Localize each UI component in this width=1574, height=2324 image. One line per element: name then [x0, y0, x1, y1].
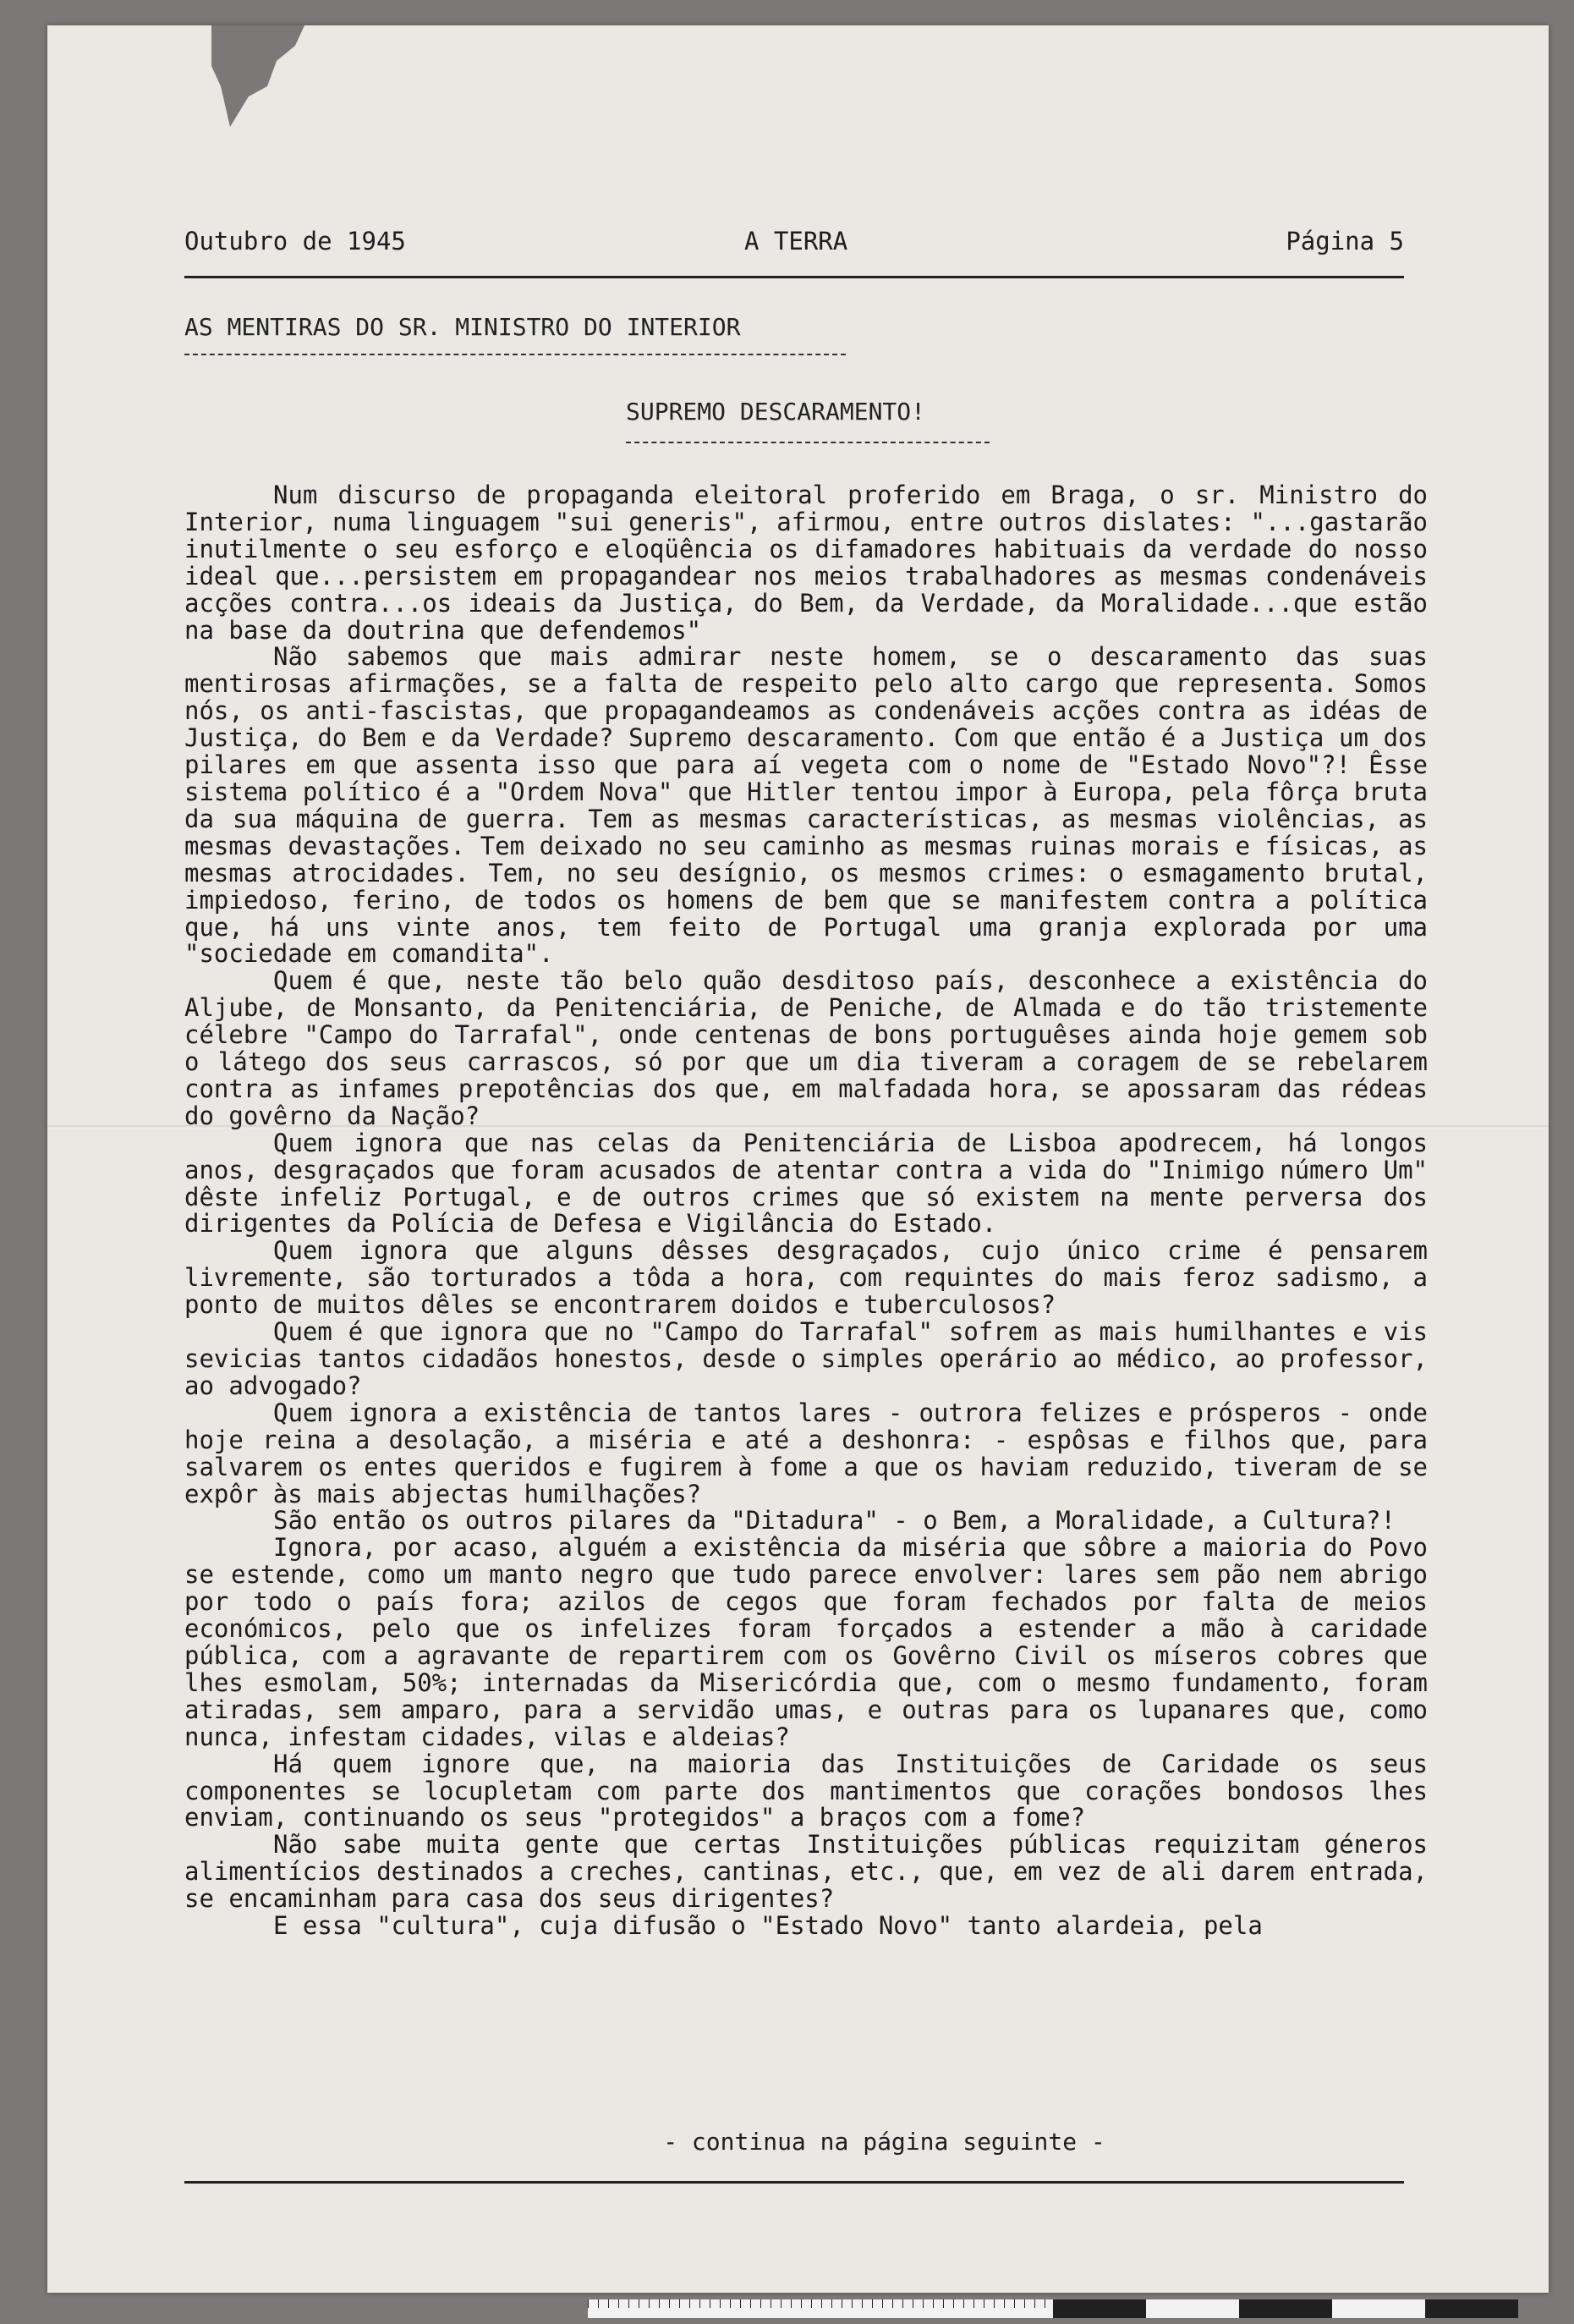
paragraph: Quem é que, neste tão belo quão desditoso país, desconhece a existência do Aljube, de Monsanto, da Penitenciária, de Peniche, de Almada e do tão tristemente célebre "Campo do Tarrafal", onde centenas de bons portuguêses ainda hoje gemem sob o látego dos seus carrascos, só por que um dia tiveram a coragem de se rebelarem contra as infames prepotências dos que, em malfadada hora, se apossaram das rédeas do govêrno da Nação?: [184, 966, 1428, 1130]
paragraph: Não sabe muita gente que certas Instituições públicas requizitam géneros alimentícios destinados a creches, cantinas, etc., que, em vez de ali darem entrada, se encaminham para casa dos seus dirigentes?: [184, 1830, 1428, 1914]
article-title: SUPREMO DESCARAMENTO!: [626, 398, 926, 426]
footer-rule: [184, 2181, 1404, 2184]
header-date: Outubro de 1945: [184, 227, 406, 255]
article-body: [184, 482, 1428, 1940]
paragraph: E essa "cultura", cuja difusão o "Estado Novo" tanto alardeia, pela: [273, 1911, 1263, 1941]
paragraph: Quem ignora que alguns dêsses desgraçados, cujo único crime é pensarem livremente, são torturados a tôda a hora, com requintes do mais feroz sadismo, a ponto de muitos dêles se encontrarem doidos e tuberculosos?: [184, 1236, 1428, 1320]
paragraph: Quem ignora que nas celas da Penitenciária de Lisboa apodrecem, há longos anos, desgraçados que foram acusados de atentar contra a vida do "Inimigo número Um" dêste infeliz Portugal, e de outros crimes que só existem na mente perversa dos dirigentes da Polícia de Defesa e Vigilância do Estado.: [184, 1128, 1428, 1239]
section-title: AS MENTIRAS DO SR. MINISTRO DO INTERIOR: [184, 313, 741, 341]
paragraph: Quem é que ignora que no "Campo do Tarrafal" sofrem as mais humilhantes e vis sevicias tantos cidadãos honestos, desde o simples operário ao médico, ao professor, ao advogado?: [184, 1317, 1428, 1400]
paragraph: Num discurso de propaganda eleitoral proferido em Braga, o sr. Ministro do Interior, numa linguagem "sui generis", afirmou, entre outros dislates: "...gastarão inutilmente o seu esforço e eloqüência os difamadores habituais da verdade do nosso ideal que...persistem em propagandear nos meios trabalhadores as mesmas condenáveis acções contra...os ideais da Justiça, do Bem, da Verdade, da Moralidade...que estão na base da doutrina que defendemos": [184, 481, 1428, 645]
article-title-underline: [626, 442, 990, 443]
header-rule: [184, 276, 1404, 278]
continuation-note: - continua na página seguinte -: [663, 2128, 1105, 2156]
ruler-ticks: [588, 2299, 1095, 2308]
page-header: [184, 227, 1404, 261]
paragraph: Não sabemos que mais admirar neste homem, se o descaramento das suas mentirosas afirmações, se a falta de respeito pelo alto cargo que representa. Somos nós, os anti-fascistas, que propagandeamos as condenáveis acções contra as idéas de Justiça, do Bem e da Verdade? Supremo descaramento. Com que então é a Justiça um dos pilares em que assenta isso que para aí vegeta com o nome de "Estado Novo"?! Êsse sistema político é a "Ordem Nova" que Hitler tentou impor à Europa, pela fôrça bruta da sua máquina de guerra. Tem as mesmas características, as mesmas violências, as mesmas devastações. Tem deixado no seu caminho as mesmas ruinas morais e físicas, as mesmas atrocidades. Tem, no seu desígnio, os mesmos crimes: o esmagamento brutal, impiedoso, ferino, de todos os homens de bem que se manifestem contra a política que, há uns vinte anos, tem feito de Portugal uma granja explorada por uma "sociedade em comandita".: [184, 642, 1428, 969]
section-title-underline: [184, 354, 846, 355]
paragraph: São então os outros pilares da "Ditadura" - o Bem, a Moralidade, a Cultura?!: [273, 1506, 1396, 1536]
paragraph: Quem ignora a existência de tantos lares - outrora felizes e prósperos - onde hoje reina a desolação, a miséria e até a deshonra: - espôsas e filhos que, para salvarem os entes queridos e fugirem à fome a que os haviam reduzido, tiveram de se expôr às mais abjectas humilhações?: [184, 1398, 1428, 1508]
paragraph: Há quem ignore que, na maioria das Instituições de Caridade os seus componentes se locupletam com parte dos mantimentos que corações bondosos lhes enviam, continuando os seus "protegidos" a braços com a fome?: [184, 1749, 1428, 1832]
header-page-number: Página 5: [1286, 227, 1404, 255]
header-publication: A TERRA: [744, 227, 848, 255]
paragraph: Ignora, por acaso, alguém a existência da miséria que sôbre a maioria do Povo se estende, como um manto negro que tudo parece envolver: lares sem pão nem abrigo por todo o país fora; azilos de cegos que foram fechados por falta de meios económicos, pelo que os infelizes foram forçados a estender a mão à caridade pública, com a agravante de repartirem com os Govêrno Civil os míseros cobres que lhes esmolam, 50%; internadas da Misericórdia que, com o mesmo fundamento, foram atiradas, sem amparo, para a servidão umas, e outras para os lupanares que, como nunca, infestam cidades, vilas e aldeias?: [184, 1533, 1428, 1751]
